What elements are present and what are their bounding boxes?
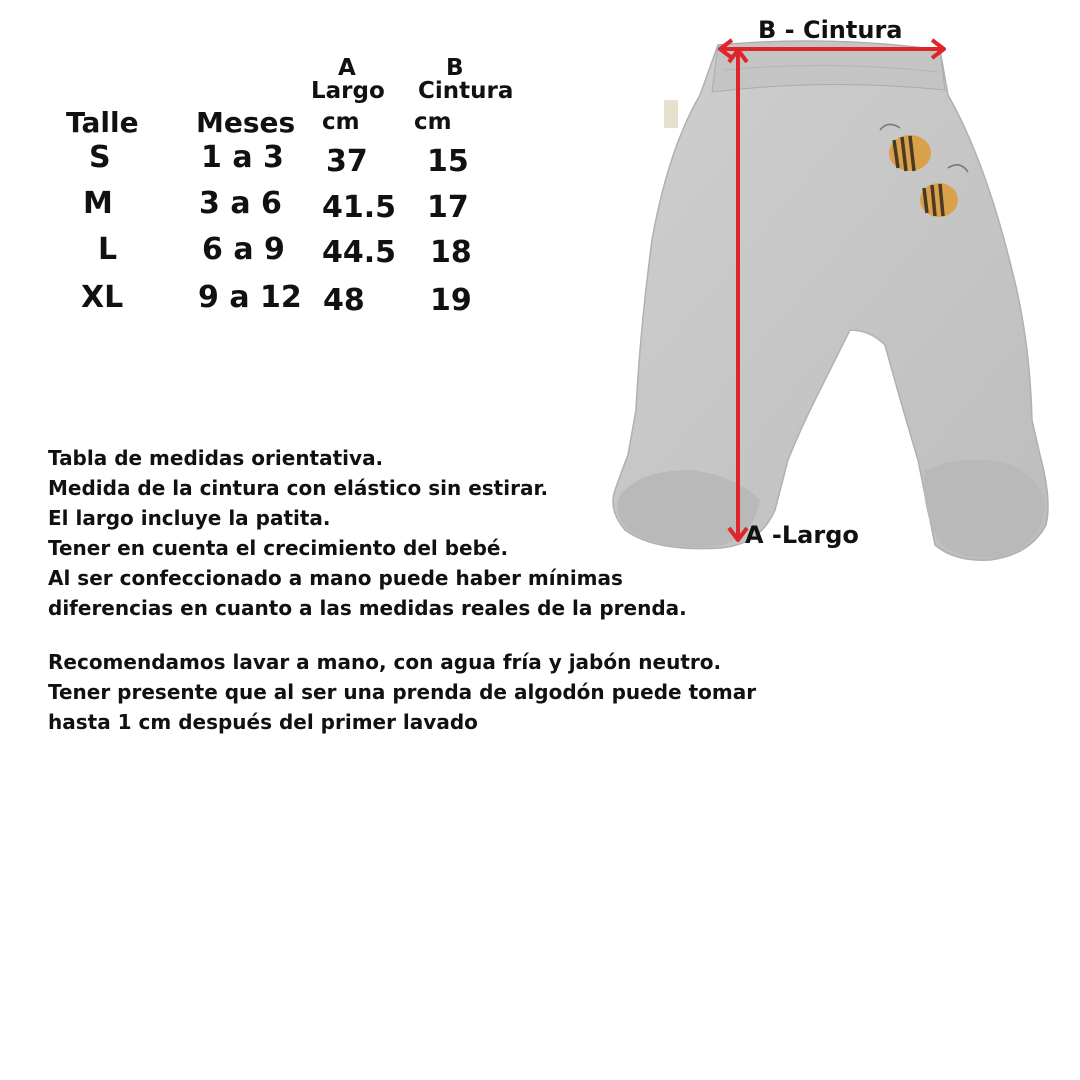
table-cell-largo: 41.5 xyxy=(322,190,397,225)
table-cell-talle: XL xyxy=(81,280,124,315)
table-cell-cintura: 15 xyxy=(427,144,469,179)
care-line: hasta 1 cm después del primer lavado xyxy=(48,710,478,734)
note-line: diferencias en cuanto a las medidas reales de la prenda. xyxy=(48,596,687,620)
table-cell-cintura: 18 xyxy=(430,235,472,270)
label-tag xyxy=(664,100,678,128)
note-line: Al ser confeccionado a mano puede haber mínimas xyxy=(48,566,623,590)
table-cell-cintura: 19 xyxy=(430,283,472,318)
note-line: Tener en cuenta el crecimiento del bebé. xyxy=(48,536,509,560)
length-label: A -Largo xyxy=(745,521,859,549)
table-cell-largo: 37 xyxy=(326,144,368,179)
table-cell-talle: S xyxy=(89,140,111,175)
header-largo-label: Largo xyxy=(311,78,385,104)
table-cell-meses: 3 a 6 xyxy=(199,186,282,221)
header-largo-letter: A xyxy=(338,55,356,81)
header-largo-unit: cm xyxy=(322,109,360,135)
table-cell-cintura: 17 xyxy=(427,190,469,225)
note-line: El largo incluye la patita. xyxy=(48,506,331,530)
header-meses: Meses xyxy=(196,106,296,139)
table-cell-meses: 6 a 9 xyxy=(202,232,285,267)
table-cell-talle: L xyxy=(98,232,118,267)
header-talle: Talle xyxy=(66,106,139,139)
note-line: Medida de la cintura con elástico sin estirar. xyxy=(48,476,549,500)
right-foot xyxy=(924,460,1045,558)
table-cell-largo: 44.5 xyxy=(322,235,397,270)
care-line: Recomendamos lavar a mano, con agua fría y jabón neutro. xyxy=(48,650,722,674)
table-cell-largo: 48 xyxy=(323,283,365,318)
header-cintura-label: Cintura xyxy=(418,78,514,104)
waist-label: B - Cintura xyxy=(758,16,903,44)
header-cintura-letter: B xyxy=(446,55,464,81)
care-line: Tener presente que al ser una prenda de algodón puede tomar xyxy=(48,680,757,704)
header-cintura-unit: cm xyxy=(414,109,452,135)
note-line: Tabla de medidas orientativa. xyxy=(48,446,384,470)
table-cell-talle: M xyxy=(83,186,113,221)
table-cell-meses: 9 a 12 xyxy=(198,280,302,315)
table-cell-meses: 1 a 3 xyxy=(201,140,284,175)
